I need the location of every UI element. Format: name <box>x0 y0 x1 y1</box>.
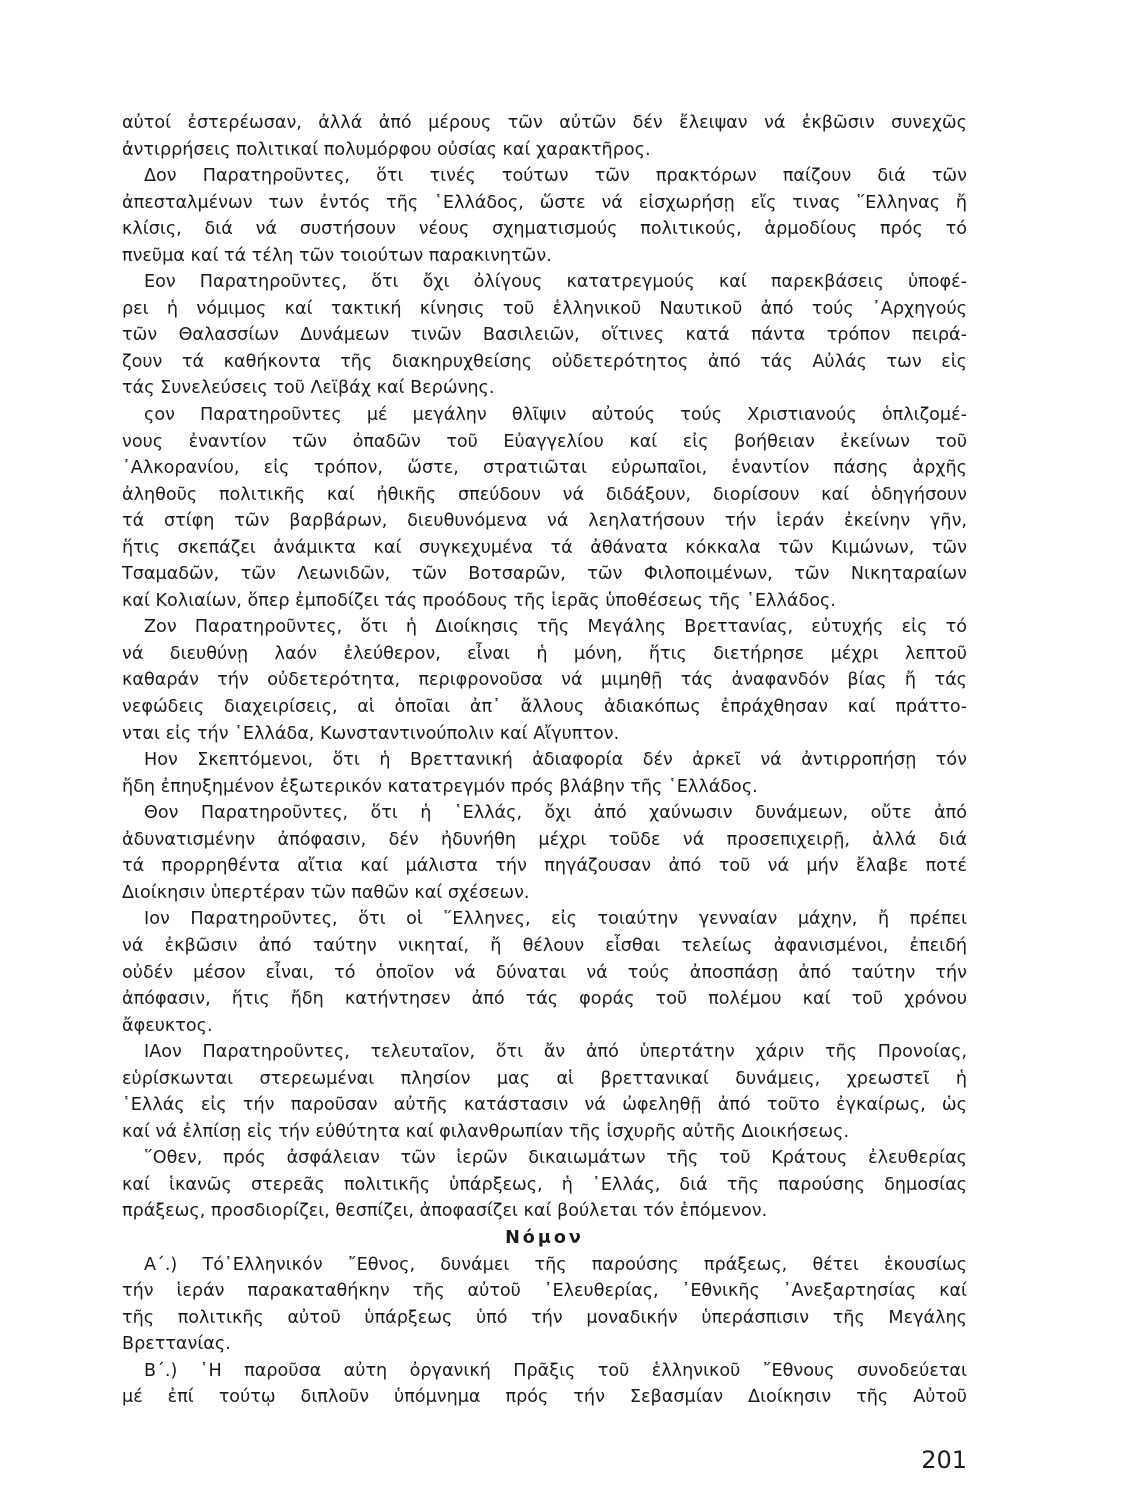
text-line: ἀληθοῦς πολιτικῆς καί ἠθικῆς σπεύδουν νά διδάξουν, διορίσουν καί ὁδηγήσουν <box>122 484 967 505</box>
text-line: Τσαμαδῶν, τῶν Λεωνιδῶν, τῶν Βοτσαρῶν, τῶν Φιλοποιμένων, τῶν Νικηταραίων <box>122 564 967 585</box>
document-body <box>122 110 967 1411</box>
text-line: ζουν τά καθήκοντα τῆς διακηρυχθείσης οὐδετερότητος ἀπό τάς Αὐλάς των εἰς <box>122 351 967 372</box>
text-line: πράξεως, προσδιορίζει, θεσπίζει, ἀποφασίζει καί βούλεται τόν ἑπόμενον. <box>122 1201 768 1222</box>
text-line: ἥτις σκεπάζει ἀνάμικτα καί συγκεχυμένα τά ἀθάνατα κόκκαλα τῶν Κιμώνων, τῶν <box>122 537 967 558</box>
text-line: τάς Συνελεύσεις τοῦ Λεϊβάχ καί Βερώνης. <box>122 378 495 399</box>
text-line: καί Κολιαίων, ὅπερ ἐμποδίζει τάς προόδους τῆς ἱερᾶς ὑποθέσεως τῆς ῾Ελλάδος. <box>122 590 836 611</box>
text-line: Β΄.) ῾Η παροῦσα αὐτη ὀργανική Πρᾶξις τοῦ ἑλληνικοῦ ῎Εθνους συνοδεύεται <box>144 1360 967 1381</box>
text-line: αὐτοί ἐστερέωσαν, ἀλλά ἀπό μέρους τῶν αὐτῶν δέν ἔλειψαν νά ἐκβῶσιν συνεχῶς <box>122 113 967 133</box>
text-line: Διοίκησιν ὑπερτέραν τῶν παθῶν καί σχέσεων. <box>122 882 530 903</box>
text-line: ῾Ελλάς εἰς τήν παροῦσαν αὐτῆς κατάστασιν νά ὠφεληθῇ ἀπό τοῦτο ἐγκαίρως, ὡς <box>122 1095 967 1116</box>
text-line: Εον Παρατηροῦντες, ὅτι ὄχι ὀλίγους κατατρεγμούς καί παρεκβάσεις ὑποφέ- <box>144 272 967 293</box>
section-heading: Νόμον <box>505 1227 584 1248</box>
text-line: εὑρίσκωνται στερεωμέναι πλησίον μας αἱ βρεττανικαί δυνάμεις, χρεωστεῖ ἡ <box>122 1068 967 1089</box>
text-line: τά στίφη τῶν βαρβάρων, διευθυνόμενα νά λεηλατήσουν τήν ἱεράν ἐκείνην γῆν, <box>122 511 967 532</box>
text-line: οὐδέν μέσον εἶναι, τό ὁποῖον νά δύναται νά τούς ἀποσπάσῃ ἀπό ταύτην τήν <box>122 962 967 983</box>
text-line: ρει ἡ νόμιμος καί τακτική κίνησις τοῦ ἑλληνικοῦ Ναυτικοῦ ἀπό τούς ᾿Αρχηγούς <box>122 298 967 319</box>
text-line: Ιον Παρατηροῦντες, ὅτι οἱ ῞Ελληνες, εἰς τοιαύτην γενναίαν μάχην, ἤ πρέπει <box>144 909 967 930</box>
text-line: καί ἱκανῶς στερεᾶς πολιτικῆς ὑπάρξεως, ἡ ῾Ελλάς, διά τῆς παρούσης δημοσίας <box>122 1174 967 1195</box>
text-line: τήν ἱεράν παρακαταθήκην τῆς αὐτοῦ ᾿Ελευθερίας, ᾿Εθνικῆς ᾿Ανεξαρτησίας καί <box>122 1281 967 1302</box>
text-line: νεφώδεις διαχειρίσεις, αἱ ὁποῖαι ἀπ᾿ ἄλλους ἀδιακόπως ἐπράχθησαν καί πράττο- <box>122 697 967 718</box>
text-line: Θον Παρατηροῦντες, ὅτι ἡ ῾Ελλάς, ὄχι ἀπό χαύνωσιν δυνάμεων, οὔτε ἀπό <box>144 803 967 824</box>
text-line: ᾿Αλκορανίου, εἰς τρόπον, ὥστε, στρατιῶται εὐρωπαῖοι, ἐναντίον πάσης ἀρχῆς <box>122 458 967 479</box>
text-line: πνεῦμα καί τά τέλη τῶν τοιούτων παρακινητῶν. <box>122 245 552 266</box>
page-number: 201 <box>921 1446 967 1474</box>
text-line: ἀπεσταλμένων των ἐντός τῆς ῾Ελλάδος, ὥστε νά εἰσχωρήσῃ εἴς τινας ῞Ελληνας ἤ <box>122 192 967 213</box>
text-line: ἀδυνατισμένην ἀπόφασιν, δέν ἠδυνήθη μέχρι τοῦδε νά προσεπιχειρῇ, ἀλλά διά <box>122 829 967 850</box>
text-line: ῞Οθεν, πρός ἀσφάλειαν τῶν ἱερῶν δικαιωμάτων τῆς τοῦ Κράτους ἐλευθερίας <box>144 1148 967 1169</box>
text-line: καί νά ἐλπίσῃ εἰς τήν εὐθύτητα καί φιλανθρωπίαν τῆς ἰσχυρῆς αὐτῆς Διοικήσεως. <box>122 1121 850 1142</box>
text-line: Α΄.) Τό῾Ελληνικόν ῎Εθνος, δυνάμει τῆς παρούσης πράξεως, θέτει ἑκουσίως <box>144 1254 967 1275</box>
text-line: νται εἰς τήν ῾Ελλάδα, Κωνσταντινούπολιν καί Αἴγυπτον. <box>122 723 620 744</box>
text-line: ἀντιρρήσεις πολιτικαί πολυμόρφου οὐσίας καί χαρακτῆρος. <box>122 139 651 160</box>
text-line: νά ἐκβῶσιν ἀπό ταύτην νικηταί, ἤ θέλουν εἶσθαι τελείως ἀφανισμένοι, ἐπειδή <box>122 935 967 956</box>
text-line: Ζον Παρατηροῦντες, ὅτι ἡ Διοίκησις τῆς Μεγάλης Βρεττανίας, εὐτυχής εἰς τό <box>144 617 967 638</box>
text-line: καθαράν τήν οὐδετερότητα, περιφρονοῦσα νά μιμηθῇ τάς ἀναφανδόν βίας ἤ τάς <box>122 670 967 691</box>
text-line: ἄφευκτος. <box>122 1015 213 1036</box>
text-line: ςον Παρατηροῦντες μέ μεγάλην θλῖψιν αὐτούς τούς Χριστιανούς ὁπλιζομέ- <box>144 405 967 426</box>
text-line: ἀπόφασιν, ἥτις ἤδη κατήντησεν ἀπό τάς φοράς τοῦ πολέμου καί τοῦ χρόνου <box>122 989 967 1010</box>
text-line: τά προρρηθέντα αἴτια καί μάλιστα τήν πηγάζουσαν ἀπό τοῦ νά μήν ἔλαβε ποτέ <box>122 856 967 877</box>
text-line: μέ ἐπί τούτῳ διπλοῦν ὑπόμνημα πρός τήν Σεβασμίαν Διοίκησιν τῆς Αὐτοῦ <box>122 1387 967 1408</box>
text-line: Ηον Σκεπτόμενοι, ὅτι ἡ Βρεττανική ἀδιαφορία δέν ἀρκεῖ νά ἀντιρροπήσῃ τόν <box>144 750 967 771</box>
text-line: νους ἐναντίον τῶν ὀπαδῶν τοῦ Εὐαγγελίου καί εἰς βοήθειαν ἐκείνων τοῦ <box>122 431 967 452</box>
text-line: νά διευθύνῃ λαόν ἐλεύθερον, εἶναι ἡ μόνη, ἥτις διετήρησε μέχρι λεπτοῦ <box>122 643 967 664</box>
text-line: κλίσις, διά νά συστήσουν νέους σχηματισμούς πολιτικούς, ἁρμοδίους πρός τό <box>122 219 967 240</box>
text-line: Δον Παρατηροῦντες, ὅτι τινές τούτων τῶν πρακτόρων παίζουν διά τῶν <box>144 166 967 187</box>
text-line: ΙΑον Παρατηροῦντες, τελευταῖον, ὅτι ἄν ἀπό ὑπερτάτην χάριν τῆς Προνοίας, <box>144 1042 967 1063</box>
text-line: τῶν Θαλασσίων Δυνάμεων τινῶν Βασιλειῶν, οἵτινες κατά πάντα τρόπον πειρά- <box>122 325 967 346</box>
text-line: Βρεττανίας. <box>122 1334 231 1355</box>
text-line: ἤδη ἐπηυξημένον ἐξωτερικόν κατατρεγμόν πρός βλάβην τῆς ῾Ελλάδος. <box>122 776 758 797</box>
text-line: τῆς πολιτικῆς αὐτοῦ ὑπάρξεως ὑπό τήν μοναδικήν ὑπεράσπισιν τῆς Μεγάλης <box>122 1307 967 1328</box>
